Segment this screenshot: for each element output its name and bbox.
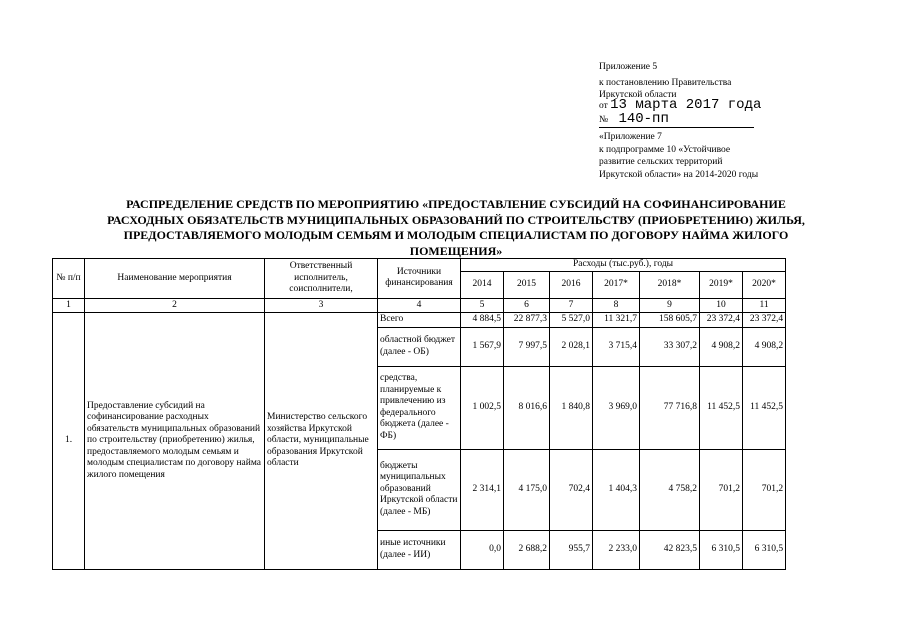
header-year: 2015 bbox=[504, 271, 550, 298]
header-expenses: Расходы (тыс.руб.), годы bbox=[461, 259, 786, 272]
value-cell: 4 908,2 bbox=[743, 327, 786, 366]
source-cell: бюджеты муниципальных образований Иркутской области (далее - МБ) bbox=[378, 449, 461, 530]
column-number: 9 bbox=[640, 298, 700, 313]
header-year: 2020* bbox=[743, 271, 786, 298]
table-row-total bbox=[53, 313, 786, 328]
appendix-5-title: Приложение 5 bbox=[599, 62, 658, 72]
value-cell: 702,4 bbox=[550, 449, 593, 530]
header-year: 2018* bbox=[640, 271, 700, 298]
value-cell: 0,0 bbox=[461, 530, 504, 569]
appendix-5-date: 13 марта 2017 года bbox=[610, 96, 762, 113]
value-cell: 7 997,5 bbox=[504, 327, 550, 366]
column-number: 8 bbox=[593, 298, 640, 313]
value-cell: 1 840,8 bbox=[550, 366, 593, 449]
column-number: 5 bbox=[461, 298, 504, 313]
value-cell: 23 372,4 bbox=[700, 313, 743, 328]
value-cell: 6 310,5 bbox=[743, 530, 786, 569]
value-cell: 11 452,5 bbox=[700, 366, 743, 449]
value-cell: 33 307,2 bbox=[640, 327, 700, 366]
header-year: 2019* bbox=[700, 271, 743, 298]
header-executor: Ответственный исполнитель, соисполнители, bbox=[265, 259, 378, 299]
executor-name: Министерство сельского хозяйства Иркутской области, муниципальные образования Иркутской области bbox=[265, 313, 378, 570]
column-number: 3 bbox=[265, 298, 378, 313]
value-cell: 3 969,0 bbox=[593, 366, 640, 449]
column-number: 4 bbox=[378, 298, 461, 313]
source-cell: областной бюджет (далее - ОБ) bbox=[378, 327, 461, 366]
value-cell: 3 715,4 bbox=[593, 327, 640, 366]
value-cell: 77 716,8 bbox=[640, 366, 700, 449]
appendix-7-block bbox=[599, 131, 758, 181]
value-cell: 2 688,2 bbox=[504, 530, 550, 569]
column-number: 2 bbox=[85, 298, 265, 313]
value-cell: 158 605,7 bbox=[640, 313, 700, 328]
value-cell: 955,7 bbox=[550, 530, 593, 569]
appendix-7-subprogram-name: развитие сельских территорий bbox=[599, 157, 723, 167]
appendix-5-number: 140-пп bbox=[618, 111, 669, 127]
value-cell: 42 823,5 bbox=[640, 530, 700, 569]
column-number: 7 bbox=[550, 298, 593, 313]
source-cell: иные источники (далее - ИИ) bbox=[378, 530, 461, 569]
value-cell: 4 175,0 bbox=[504, 449, 550, 530]
appendix-7-title: «Приложение 7 bbox=[599, 132, 662, 142]
value-cell: 23 372,4 bbox=[743, 313, 786, 328]
value-cell: 701,2 bbox=[700, 449, 743, 530]
header-name: Наименование мероприятия bbox=[85, 259, 265, 299]
column-number: 11 bbox=[743, 298, 786, 313]
distribution-table bbox=[52, 258, 786, 570]
value-cell: 11 321,7 bbox=[593, 313, 640, 328]
header-sources: Источники финансирования bbox=[378, 259, 461, 299]
header-row bbox=[53, 259, 786, 272]
column-number: 6 bbox=[504, 298, 550, 313]
value-cell: 4 758,2 bbox=[640, 449, 700, 530]
source-cell: средства, планируемые к привлечению из федерального бюджета (далее - ФБ) bbox=[378, 366, 461, 449]
measure-name: Предоставление субсидий на софинансирование расходных обязательств муниципальных образований по строительству (приобретению) жилья, предоставляемого молодым семьям и молодым специалистам по договору найма жилого помещения bbox=[85, 313, 265, 570]
value-cell: 6 310,5 bbox=[700, 530, 743, 569]
document-title: РАСПРЕДЕЛЕНИЕ СРЕДСТВ ПО МЕРОПРИЯТИЮ «ПРЕДОСТАВЛЕНИЕ СУБСИДИЙ НА СОФИНАНСИРОВАНИЕ РАСХОДНЫХ ОБЯЗАТЕЛЬСТВ МУНИЦИПАЛЬНЫХ ОБРАЗОВАНИЙ ПО СТРОИТЕЛЬСТВУ (ПРИОБРЕТЕНИЮ) ЖИЛЬЯ, ПРЕДОСТАВЛЯЕМОГО МОЛОДЫМ СЕМЬЯМ И МОЛОДЫМ СПЕЦИАЛИСТАМ ПО ДОГОВОРУ НАЙМА ЖИЛОГО ПОМЕЩЕНИЯ» bbox=[107, 197, 805, 258]
appendix-5-decree: к постановлению Правительства bbox=[599, 77, 732, 88]
column-number: 1 bbox=[53, 298, 85, 313]
appendix-5-number-prefix: № bbox=[599, 115, 609, 125]
value-cell: 4 908,2 bbox=[700, 327, 743, 366]
appendix-5-date-prefix: от bbox=[599, 100, 608, 111]
value-cell: 11 452,5 bbox=[743, 366, 786, 449]
column-numbers-row bbox=[53, 298, 786, 313]
appendix-5-block bbox=[599, 61, 761, 128]
value-cell: 22 877,3 bbox=[504, 313, 550, 328]
header-year: 2014 bbox=[461, 271, 504, 298]
value-cell: 8 016,6 bbox=[504, 366, 550, 449]
value-cell: 701,2 bbox=[743, 449, 786, 530]
value-cell: 4 884,5 bbox=[461, 313, 504, 328]
value-cell: 1 002,5 bbox=[461, 366, 504, 449]
appendix-7-subprogram: к подпрограмме 10 «Устойчивое bbox=[599, 144, 731, 155]
header-year: 2017* bbox=[593, 271, 640, 298]
value-cell: 1 567,9 bbox=[461, 327, 504, 366]
value-cell: 5 527,0 bbox=[550, 313, 593, 328]
value-cell: 1 404,3 bbox=[593, 449, 640, 530]
source-cell: Всего bbox=[378, 313, 461, 328]
value-cell: 2 028,1 bbox=[550, 327, 593, 366]
value-cell: 2 314,1 bbox=[461, 449, 504, 530]
header-year: 2016 bbox=[550, 271, 593, 298]
column-number: 10 bbox=[700, 298, 743, 313]
value-cell: 2 233,0 bbox=[593, 530, 640, 569]
appendix-5-region: Иркутской области bbox=[599, 90, 677, 100]
appendix-7-subprogram-years: Иркутской области» на 2014-2020 годы bbox=[599, 169, 759, 180]
header-num: № п/п bbox=[53, 259, 85, 299]
row-number: 1. bbox=[53, 313, 85, 570]
